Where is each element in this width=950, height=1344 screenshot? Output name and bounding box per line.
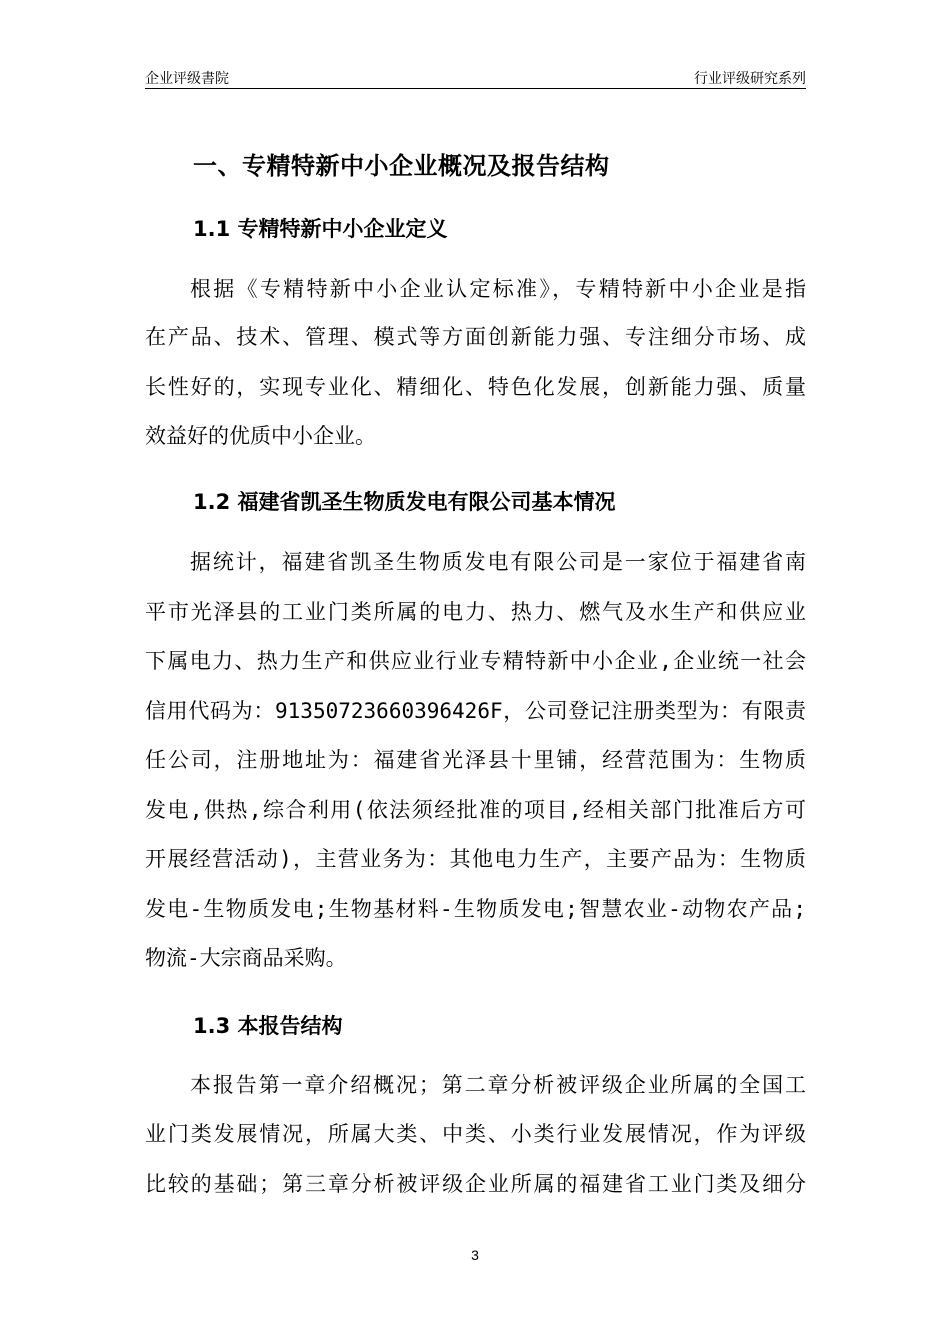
header-publisher: 企业评级書院 <box>145 70 229 86</box>
paragraph-line: 比较的基础；第三章分析被评级企业所属的福建省工业门类及细分 <box>145 1172 806 1196</box>
chapter-title: 一、专精特新中小企业概况及报告结构 <box>193 152 610 180</box>
paragraph-line: 根据《专精特新中小企业认定标准》，专精特新中小企业是指 <box>190 277 806 301</box>
paragraph-line: 效益好的优质中小企业。 <box>145 424 376 448</box>
page-number: 3 <box>471 1247 479 1263</box>
paragraph-line: 本报告第一章介绍概况；第二章分析被评级企业所属的全国工 <box>190 1073 806 1097</box>
paragraph-line: 发电-生物质发电;生物基材料-生物质发电;智慧农业-动物农产品; <box>145 897 806 921</box>
section-title-1-3: 1.3 本报告结构 <box>193 1014 343 1038</box>
header-series: 行业评级研究系列 <box>694 70 806 86</box>
paragraph-line: 据统计，福建省凯圣生物质发电有限公司是一家位于福建省南 <box>190 550 806 574</box>
section-title-1-1: 1.1 专精特新中小企业定义 <box>193 217 448 241</box>
paragraph-line: 业门类发展情况，所属大类、中类、小类行业发展情况，作为评级 <box>145 1122 806 1146</box>
page-header <box>145 66 806 89</box>
paragraph-line: 物流-大宗商品采购。 <box>145 946 347 970</box>
paragraph-line: 平市光泽县的工业门类所属的电力、热力、燃气及水生产和供应业 <box>145 600 806 624</box>
section-title-1-2: 1.2 福建省凯圣生物质发电有限公司基本情况 <box>193 490 616 514</box>
paragraph-line: 信用代码为：91350723660396426F，公司登记注册类型为：有限责 <box>145 699 806 723</box>
paragraph-line: 开展经营活动)，主营业务为：其他电力生产，主要产品为：生物质 <box>145 847 806 871</box>
paragraph-line: 长性好的，实现专业化、精细化、特色化发展，创新能力强、质量 <box>145 375 806 399</box>
paragraph-line: 下属电力、热力生产和供应业行业专精特新中小企业,企业统一社会 <box>145 649 806 673</box>
paragraph-line: 任公司，注册地址为：福建省光泽县十里铺，经营范围为：生物质 <box>145 748 806 772</box>
paragraph-line: 在产品、技术、管理、模式等方面创新能力强、专注细分市场、成 <box>145 325 806 349</box>
paragraph-line: 发电,供热,综合利用(依法须经批准的项目,经相关部门批准后方可 <box>145 798 806 822</box>
